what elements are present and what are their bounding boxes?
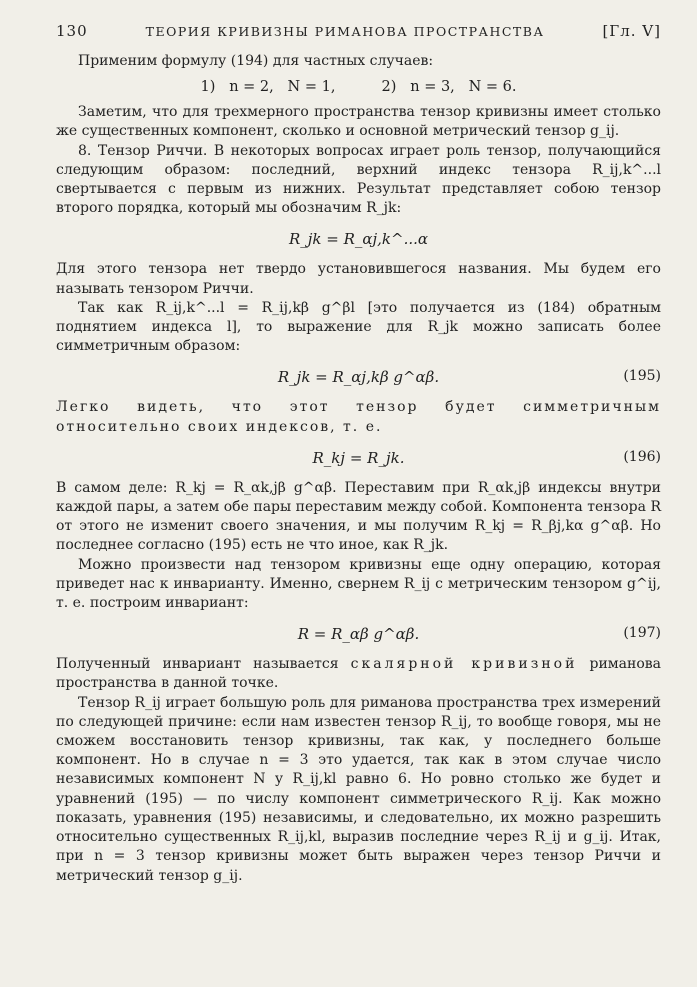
formula-text: R_kj = R_jk. [312,448,405,467]
equation-number: (197) [623,625,661,642]
paragraph: Так как R_ij,k^...l = R_ij,kβ g^βl [это получается из (184) обратным поднятием индекса l], то выражение для R_jk можно записать более симметричным образом: [56,299,661,355]
paragraph: Можно произвести над тензором кривизны еще одну операцию, которая приведет нас к инварианту. Именно, свернем R_ij с метрическим тензором g^ij, т. е. построим инвариант: [56,556,661,612]
formula-text: R_jk = R_αj,kβ g^αβ. [277,368,440,387]
term-scalar-curvature: скалярной кривизной [350,656,578,673]
section-ricci-tensor: 8. Тензор Риччи. В некоторых вопросах играет роль тензор, получающийся следующим образом: последний, верхний индекс тензора R_ij,k^...l свертывается с первым из нижних. Результат представляет собою тензор второго порядка, который мы обозначим R_jk: [56,142,661,217]
paragraph: Для этого тензора нет твердо установившегося названия. Мы будем его называть тензором Риччи. [56,261,661,297]
text: риманова пространства в данной точке. [56,656,662,692]
cases-line: 1) n = 2, N = 1, 2) n = 3, N = 6. [200,79,517,96]
equation-number: (196) [623,448,661,465]
chapter-label: [Гл. V] [602,22,661,40]
paragraph [56,655,661,693]
formula-197 [56,625,661,643]
formula-195 [56,368,661,386]
text: Полученный инвариант называется [56,656,339,673]
paragraph: Применим формулу (194) для частных случаев: [78,53,434,69]
equation-number: (195) [623,368,661,385]
formula-196 [56,449,661,467]
paragraph: Тензор R_ij играет большую роль для риманова пространства трех измерений по следующей причине: если нам известен тензор R_ij, то вообще говоря, мы не сможем восстановить тензор кривизны, так как, у последнего больше компонент. Но в случае n = 3 это удается, так как в этом случае число независимых компонент N у R_ij,kl равно 6. Но ровно столько же будет и уравнений (195) — по числу компонент симметрического R_ij. Как можно показать, уравнения (195) независимы, и следовательно, их можно разрешить относительно существенных R_ij,kl, выразив последние через R_ij и g_ij. Итак, при n = 3 тензор кривизны может быть выражен через тензор Риччи и метрический тензор g_ij. [56,694,661,884]
paragraph: Легко видеть, что этот тензор будет симметричным относительно своих индексов, т. е. [56,399,661,435]
paragraph: В самом деле: R_kj = R_αk,jβ g^αβ. Переставим при R_αk,jβ индексы внутри каждой пары, а затем обе пары переставим между собой. Компонента тензора R от этого не изменит своего значения, и мы получим R_kj = R_βj,kα g^αβ. Но последнее согласно (195) есть не что иное, как R_jk. [56,479,661,554]
page-header [56,22,661,40]
formula-text: R = R_αβ g^αβ. [297,625,420,644]
formula [56,230,661,248]
formula-text: R_jk = R_αj,k^...α [288,230,429,249]
page-number: 130 [56,22,88,40]
running-title: ТЕОРИЯ КРИВИЗНЫ РИМАНОВА ПРОСТРАНСТВА [145,24,545,39]
paragraph: Заметим, что для трехмерного пространства тензор кривизны имеет столько же существенных компонент, сколько и основной метрический тензор g_ij. [56,104,661,140]
